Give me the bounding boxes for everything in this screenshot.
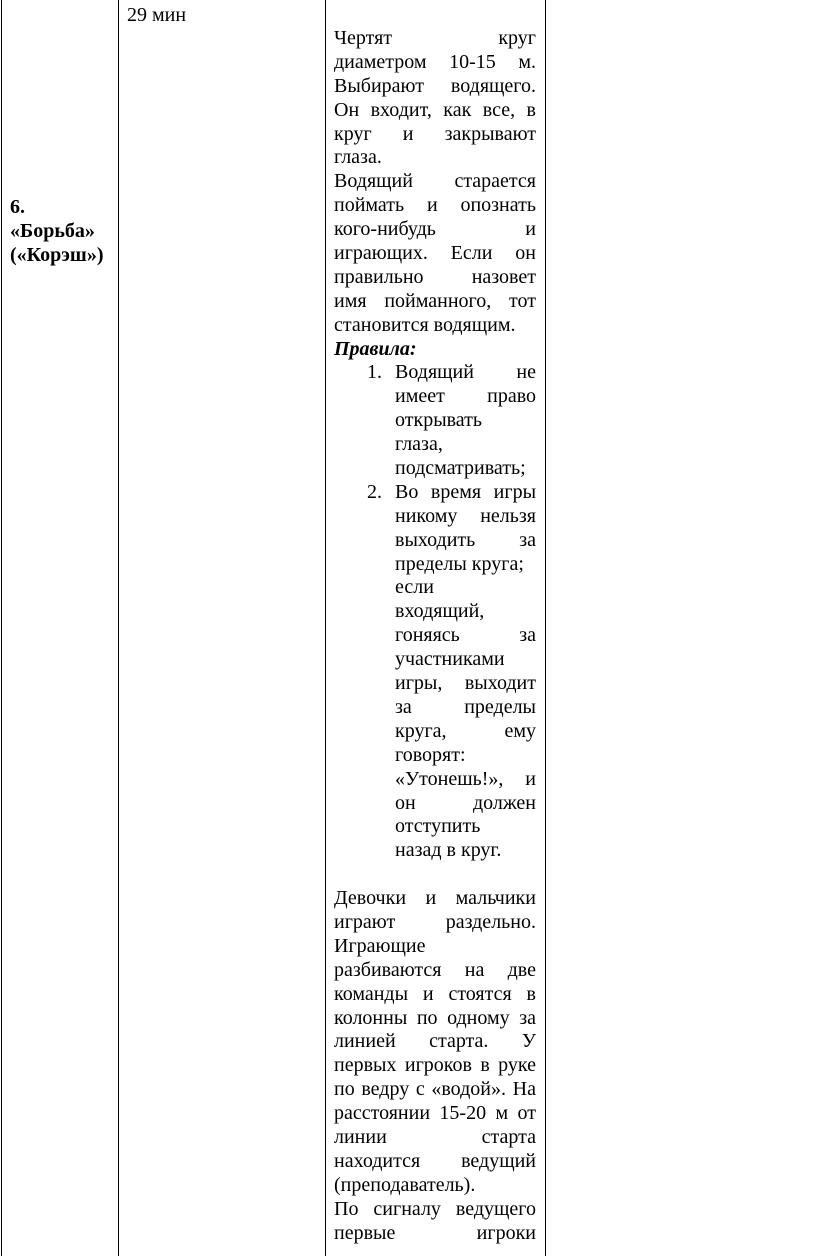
text-line: глаза, (395, 433, 443, 456)
text-line (334, 887, 536, 911)
word: 15-20 (439, 1102, 487, 1125)
rules-heading: Правила: (334, 337, 417, 360)
word: старта. (429, 1030, 489, 1053)
text-line (334, 1030, 536, 1054)
word: ему (504, 719, 536, 742)
text-line: если (395, 576, 434, 599)
word: на (464, 958, 485, 981)
word: за (519, 1006, 536, 1029)
text-line: говорят: (395, 743, 466, 766)
word: правильно (334, 265, 424, 288)
word: и (525, 767, 536, 790)
word: диаметром (334, 50, 427, 73)
table-border-right (545, 0, 546, 1256)
text-line (395, 505, 536, 529)
text-line (395, 696, 536, 720)
text-line: отступить (395, 815, 481, 838)
word: за (395, 695, 412, 718)
text-line: глаза. (334, 146, 382, 169)
word: старается (454, 170, 536, 193)
description-cell (334, 27, 536, 1245)
text-line (395, 720, 536, 744)
text-line: участниками (395, 648, 505, 671)
word: он (515, 242, 536, 265)
word: право (487, 385, 536, 408)
word: кого-нибудь (334, 218, 436, 241)
text-line (395, 361, 536, 385)
rule-item (334, 361, 536, 480)
word: за (519, 528, 536, 551)
word: в (480, 1054, 490, 1077)
text-line (334, 1222, 536, 1246)
text-line (334, 99, 536, 123)
word: круга, (395, 719, 447, 742)
text-line (395, 481, 536, 505)
text-line: открывать (395, 409, 483, 432)
word: игры, (395, 672, 443, 695)
description-paragraph-3 (334, 887, 536, 1198)
word: и (525, 218, 536, 241)
word: имя (334, 289, 367, 312)
word: никому (395, 504, 458, 527)
word: пойманного, (384, 289, 492, 312)
word: водящего. (450, 74, 536, 97)
word: руке (498, 1054, 536, 1077)
text-line (334, 1054, 536, 1078)
word: находится (334, 1149, 421, 1172)
word: первых (334, 1054, 397, 1077)
text-line (395, 672, 536, 696)
text-line (334, 983, 536, 1007)
word: выходить (395, 528, 476, 551)
text-line (334, 1126, 536, 1150)
word: 10-15 (449, 50, 496, 73)
description-paragraph-2 (334, 170, 536, 337)
word: как (443, 98, 472, 121)
rule-item (334, 481, 536, 863)
word: одному (447, 1006, 510, 1029)
text-line (334, 1007, 536, 1031)
word: разбиваются (334, 958, 442, 981)
word: старта (481, 1125, 536, 1148)
table-border-col1 (118, 0, 119, 1256)
word: имеет (395, 385, 445, 408)
text-line (334, 170, 536, 194)
word: по (334, 1078, 355, 1101)
word: от (517, 1102, 536, 1125)
time-cell: 29 мин (127, 4, 187, 26)
word: играют (334, 910, 396, 933)
word: по (416, 1006, 438, 1029)
word: выходит (464, 672, 536, 695)
word: играющих. (334, 242, 428, 265)
table-border-left (1, 0, 2, 1256)
word: за (519, 624, 536, 647)
word: расстоянии (334, 1102, 431, 1125)
text-line (334, 1150, 536, 1174)
text-line (395, 768, 536, 792)
text-line: назад в круг. (395, 839, 502, 862)
word: ведущий (461, 1149, 536, 1172)
text-line (334, 911, 536, 935)
word: тот (509, 289, 536, 312)
word: стоятся (448, 982, 512, 1005)
description-paragraph-1 (334, 27, 536, 170)
word: пределы (464, 695, 536, 718)
text-line (395, 385, 536, 409)
word: не (516, 361, 536, 384)
word: мальчики (455, 887, 536, 910)
word: первые (334, 1221, 396, 1244)
word: линии (334, 1125, 387, 1148)
rule-number: 2. (367, 480, 382, 503)
word: У (521, 1030, 536, 1053)
game-title-cell (10, 195, 115, 267)
word: и (402, 122, 414, 145)
word: опознать (460, 194, 536, 217)
word: входит, (370, 98, 432, 121)
word: «водой». (431, 1078, 506, 1101)
word: круг (334, 122, 372, 145)
text-line (334, 290, 536, 314)
text-line (334, 218, 536, 242)
text-line (334, 266, 536, 290)
text-line (334, 51, 536, 75)
word: На (512, 1078, 536, 1101)
word: гоняясь (395, 624, 460, 647)
word: Во (395, 480, 419, 503)
rules-list (334, 361, 536, 863)
text-line (334, 1102, 536, 1126)
word: м. (518, 50, 536, 73)
text-line: Играющие (334, 934, 426, 957)
text-line: входящий, (395, 600, 485, 623)
word: игроков (404, 1054, 472, 1077)
word: колонны (334, 1006, 408, 1029)
text-line: становится водящим. (334, 313, 516, 336)
text-line: подсматривать; (395, 457, 526, 480)
word: линией (334, 1030, 396, 1053)
text-line (395, 792, 536, 816)
word: в (526, 98, 536, 121)
text-line (395, 624, 536, 648)
word: ведру (361, 1078, 410, 1101)
text-line (395, 529, 536, 553)
text-line (334, 1198, 536, 1222)
text-line: пределы круга; (395, 552, 524, 575)
word: раздельно. (445, 910, 536, 933)
description-paragraph-4 (334, 1198, 536, 1246)
word: все, (482, 98, 516, 121)
word: сигналу (373, 1197, 441, 1220)
game-title: «Борьба» (10, 220, 95, 242)
word: круг (498, 27, 536, 49)
word: и (422, 982, 434, 1005)
word: Девочки (334, 887, 407, 910)
word: в (526, 982, 536, 1005)
game-number: 6. (10, 196, 25, 218)
word: Если (450, 242, 493, 265)
word: «Утонешь!», (395, 767, 504, 790)
blank-line (334, 863, 536, 887)
word: Чертят (334, 27, 393, 49)
word: ведущего (455, 1197, 536, 1220)
text-line (334, 27, 536, 51)
word: игры (493, 480, 536, 503)
word: По (334, 1197, 359, 1220)
rule-number: 1. (367, 361, 382, 384)
word: и (426, 194, 438, 217)
word: Водящий (395, 361, 474, 384)
text-line (334, 242, 536, 266)
text-line (334, 75, 536, 99)
word: команды (334, 982, 409, 1005)
table-border-col2 (325, 0, 326, 1256)
word: м (495, 1102, 509, 1125)
word: время (430, 480, 482, 503)
word: и (425, 887, 437, 910)
game-subtitle: («Корэш») (10, 244, 104, 266)
text-line (334, 1078, 536, 1102)
word: с (415, 1078, 425, 1101)
word: он (395, 791, 416, 814)
text-line (334, 959, 536, 983)
word: Он (334, 98, 360, 121)
text-line (334, 194, 536, 218)
word: должен (472, 791, 536, 814)
text-line (334, 123, 536, 147)
text-line: (преподаватель). (334, 1173, 476, 1196)
word: две (507, 958, 536, 981)
word: нельзя (480, 504, 536, 527)
word: игроки (476, 1221, 536, 1244)
word: назовет (471, 265, 536, 288)
word: Водящий (334, 170, 413, 193)
word: поймать (334, 194, 405, 217)
word: закрывают (444, 122, 536, 145)
word: Выбирают (334, 74, 424, 97)
